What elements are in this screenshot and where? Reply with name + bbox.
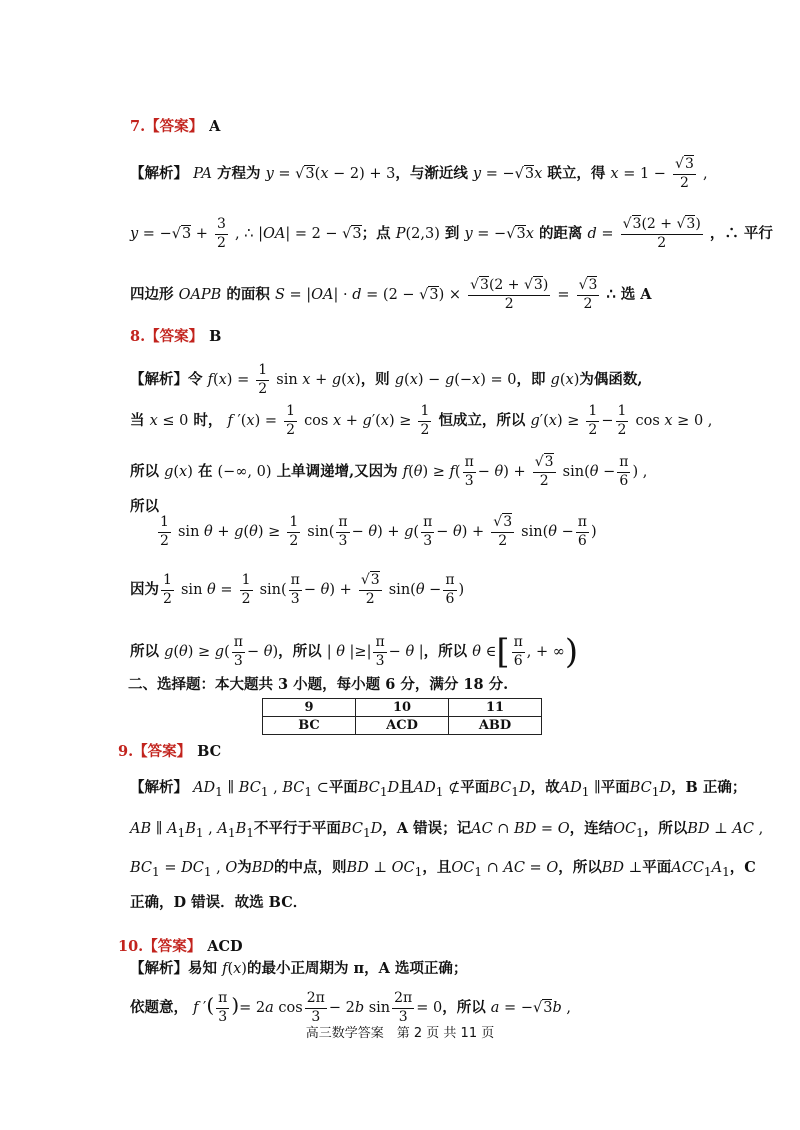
q8-label: 【解析】令 [130, 371, 203, 388]
q9-text: 平面 [642, 859, 672, 876]
q9-text: ，故 [530, 779, 560, 796]
q8-text: ，所以 [278, 643, 322, 660]
q9-number: 9. [118, 743, 134, 760]
q9-text: 为 [237, 859, 252, 876]
q9-text: ，B 正确； [671, 779, 747, 796]
q10-answer-tag: 【答案】 [143, 938, 202, 955]
q8-line-3: 所以 g(x) 在 (−∞, 0) 上单调递增,又因为 f(θ) ≥ f( $\frac{\pi}{3}$ − θ) + $\frac{√3}{2}$ sin(θ − $\frac{\pi}{6}$ ) , [130, 454, 648, 489]
q9-text: ，所以 [643, 820, 688, 837]
q9-text: 平面 [460, 779, 490, 796]
q10-line-2: 依题意， f ′( $\frac{\pi}{3}$ )= 2a cos $\frac{2\pi}{3}$ − 2b sin $\frac{2\pi}{3}$ = 0，所以 a = −√3b , [130, 990, 571, 1025]
q9-text: 不平行于平面 [253, 820, 341, 837]
q8-answer-tag: 【答案】 [145, 328, 204, 345]
table-cell: 11 [449, 699, 542, 717]
q7-text: 方程为 [217, 165, 261, 182]
q8-line-2: 当 x ≤ 0 时， f ′(x) = $\frac{1}{2}$ cos x + g′(x) ≥ $\frac{1}{2}$ 恒成立，所以 g′(x) ≥ $\frac{1}{2}$ − $\frac{1}{2}$ cos x ≥ 0 , [130, 403, 713, 438]
q9-text: ，A 错误；记 [382, 820, 472, 837]
q7-text: 的面积 [226, 286, 270, 303]
table-cell: ACD [356, 717, 449, 735]
table-cell: BC [263, 717, 356, 735]
answer-table-answer-row [263, 717, 542, 735]
table-cell: 9 [263, 699, 356, 717]
q7-text: ；点 [361, 225, 391, 242]
q8-answer: B [209, 328, 222, 345]
q9-text: 的中点，则 [274, 859, 347, 876]
q8-text: 所以 [130, 463, 159, 480]
answer-table [262, 698, 542, 735]
q9-line-1: 【解析】 $AD_1$ ∥ $BC_1$ , $BC_1$ ⊂平面$BC_1D$且$AD_1$ ⊄平面$BC_1D$，故$AD_1$ ∥平面$BC_1D$，B 正确； [130, 779, 747, 799]
q10-line-1: 【解析】易知 f(x)的最小正周期为 π，A 选项正确； [130, 960, 468, 977]
q7-text: 四边形 [130, 286, 174, 303]
q10-text: 依题意， [130, 999, 188, 1016]
q8-text: ，所以 [423, 643, 468, 660]
q8-line-7: 所以 g(θ) ≥ g( $\frac{\pi}{3}$ − θ)，所以 | θ |≥| $\frac{\pi}{3}$ − θ |，所以 θ ∈[ $\frac{\pi}{6}$ , + ∞) [130, 632, 579, 672]
q7-answer-tag: 【答案】 [145, 118, 204, 135]
q8-number: 8. [130, 328, 146, 345]
q9-label: 【解析】 [130, 779, 188, 796]
q8-text: ，即 [516, 371, 546, 388]
q8-heading [130, 330, 221, 345]
q7-text: 到 [444, 225, 460, 242]
q7-line-1: 【解析】 PA 方程为 y = √3(x − 2) + 3，与渐近线 y = −√3x 联立，得 x = 1 − $\frac{√3}{2}$ , [130, 156, 708, 191]
q10-text: 的最小正周期为 π，A 选项正确； [246, 960, 468, 977]
table-cell: ABD [449, 717, 542, 735]
q7-text: ∴ 选 A [606, 286, 652, 303]
q8-text: 所以 [130, 498, 159, 515]
q8-text: 所以 [130, 643, 159, 660]
q7-label: 【解析】 [130, 165, 188, 182]
answer-table-header-row [263, 699, 542, 717]
q7-text: ，与渐近线 [395, 165, 468, 182]
q8-text: 上单调递增,又因为 [276, 463, 398, 480]
q10-text: ，所以 [442, 999, 486, 1016]
q9-text: 平面 [328, 779, 358, 796]
q9-line-3: $BC_1 = DC_1$ , O为BD的中点，则BD ⊥ $OC_1$，且$OC_1$ ∩ AC = O，所以BD ⊥平面$ACC_1A_1$，C [130, 859, 756, 879]
table-cell: 10 [356, 699, 449, 717]
q10-number: 10. [118, 938, 144, 955]
q7-line-2: y = −√3 + $\frac{3}{2}$ , ∴ |OA| = 2 − √3；点 P(2,3) 到 y = −√3x 的距离 d = $\frac{√3(2 + √3)}{2}$ ，∴ 平行 [130, 216, 773, 251]
q7-answer: A [209, 118, 221, 135]
q8-text: 恒成立，所以 [438, 412, 526, 429]
q7-text: ，∴ 平行 [709, 225, 773, 242]
q7-text: 的距离 [538, 225, 583, 242]
q9-text: ，所以 [558, 859, 602, 876]
q9-text: 且 [399, 779, 414, 796]
section2-title: 二、选择题：本大题共 3 小题，每小题 6 分，满分 18 分. [128, 676, 509, 693]
q7-number: 7. [130, 118, 146, 135]
q10-heading [118, 940, 243, 955]
q8-text: 时， [193, 412, 223, 429]
q8-line-4 [130, 500, 159, 515]
q7-line-3: 四边形 OAPB 的面积 S = |OA| · d = (2 − √3) × $\frac{√3(2 + √3)}{2}$ = $\frac{√3}{2}$ ∴ 选 A [130, 277, 652, 312]
q9-line-2: AB ∥ $A_1B_1$ , $A_1B_1$不平行于平面$BC_1D$，A 错误；记AC ∩ BD = O，连结$OC_1$，所以BD ⊥ AC , [130, 820, 764, 840]
q8-text: 为偶函数, [579, 371, 643, 388]
q9-line-4: 正确，D 错误．故选 BC． [130, 894, 308, 911]
q7-heading [130, 120, 220, 135]
q7-text: 联立，得 [547, 165, 606, 182]
q9-answer: BC [197, 743, 222, 760]
q8-text: ，则 [360, 371, 390, 388]
q10-answer: ACD [207, 938, 243, 955]
q8-text: 当 [130, 412, 145, 429]
q9-text: ，C [729, 859, 756, 876]
page-footer: 高三数学答案 第 2 页 共 11 页 [305, 1026, 495, 1041]
q9-answer-tag: 【答案】 [133, 743, 192, 760]
q8-line-5: $\frac{1}{2}$ sin θ + g(θ) ≥ $\frac{1}{2}$ sin( $\frac{\pi}{3}$ − θ) + g( $\frac{\pi}{3}$ − θ) + $\frac{√3}{2}$ sin(θ − $\frac{\pi}{6}$ ) [160, 514, 597, 549]
q10-label: 【解析】易知 [130, 960, 217, 977]
q9-text: ，连结 [569, 820, 614, 837]
q8-line-6: 因为 $\frac{1}{2}$ sin θ = $\frac{1}{2}$ sin( $\frac{\pi}{3}$ − θ) + $\frac{√3}{2}$ sin(θ − $\frac{\pi}{6}$ ) [130, 572, 465, 607]
q9-text: ，且 [422, 859, 452, 876]
q8-text: 在 [197, 463, 213, 480]
q9-heading [118, 745, 221, 760]
q9-text: 平面 [600, 779, 630, 796]
q8-line-1: 【解析】令 f(x) = $\frac{1}{2}$ sin x + g(x)，则 g(x) − g(−x) = 0，即 g(x)为偶函数, [130, 362, 643, 397]
q8-text: 因为 [130, 581, 159, 598]
